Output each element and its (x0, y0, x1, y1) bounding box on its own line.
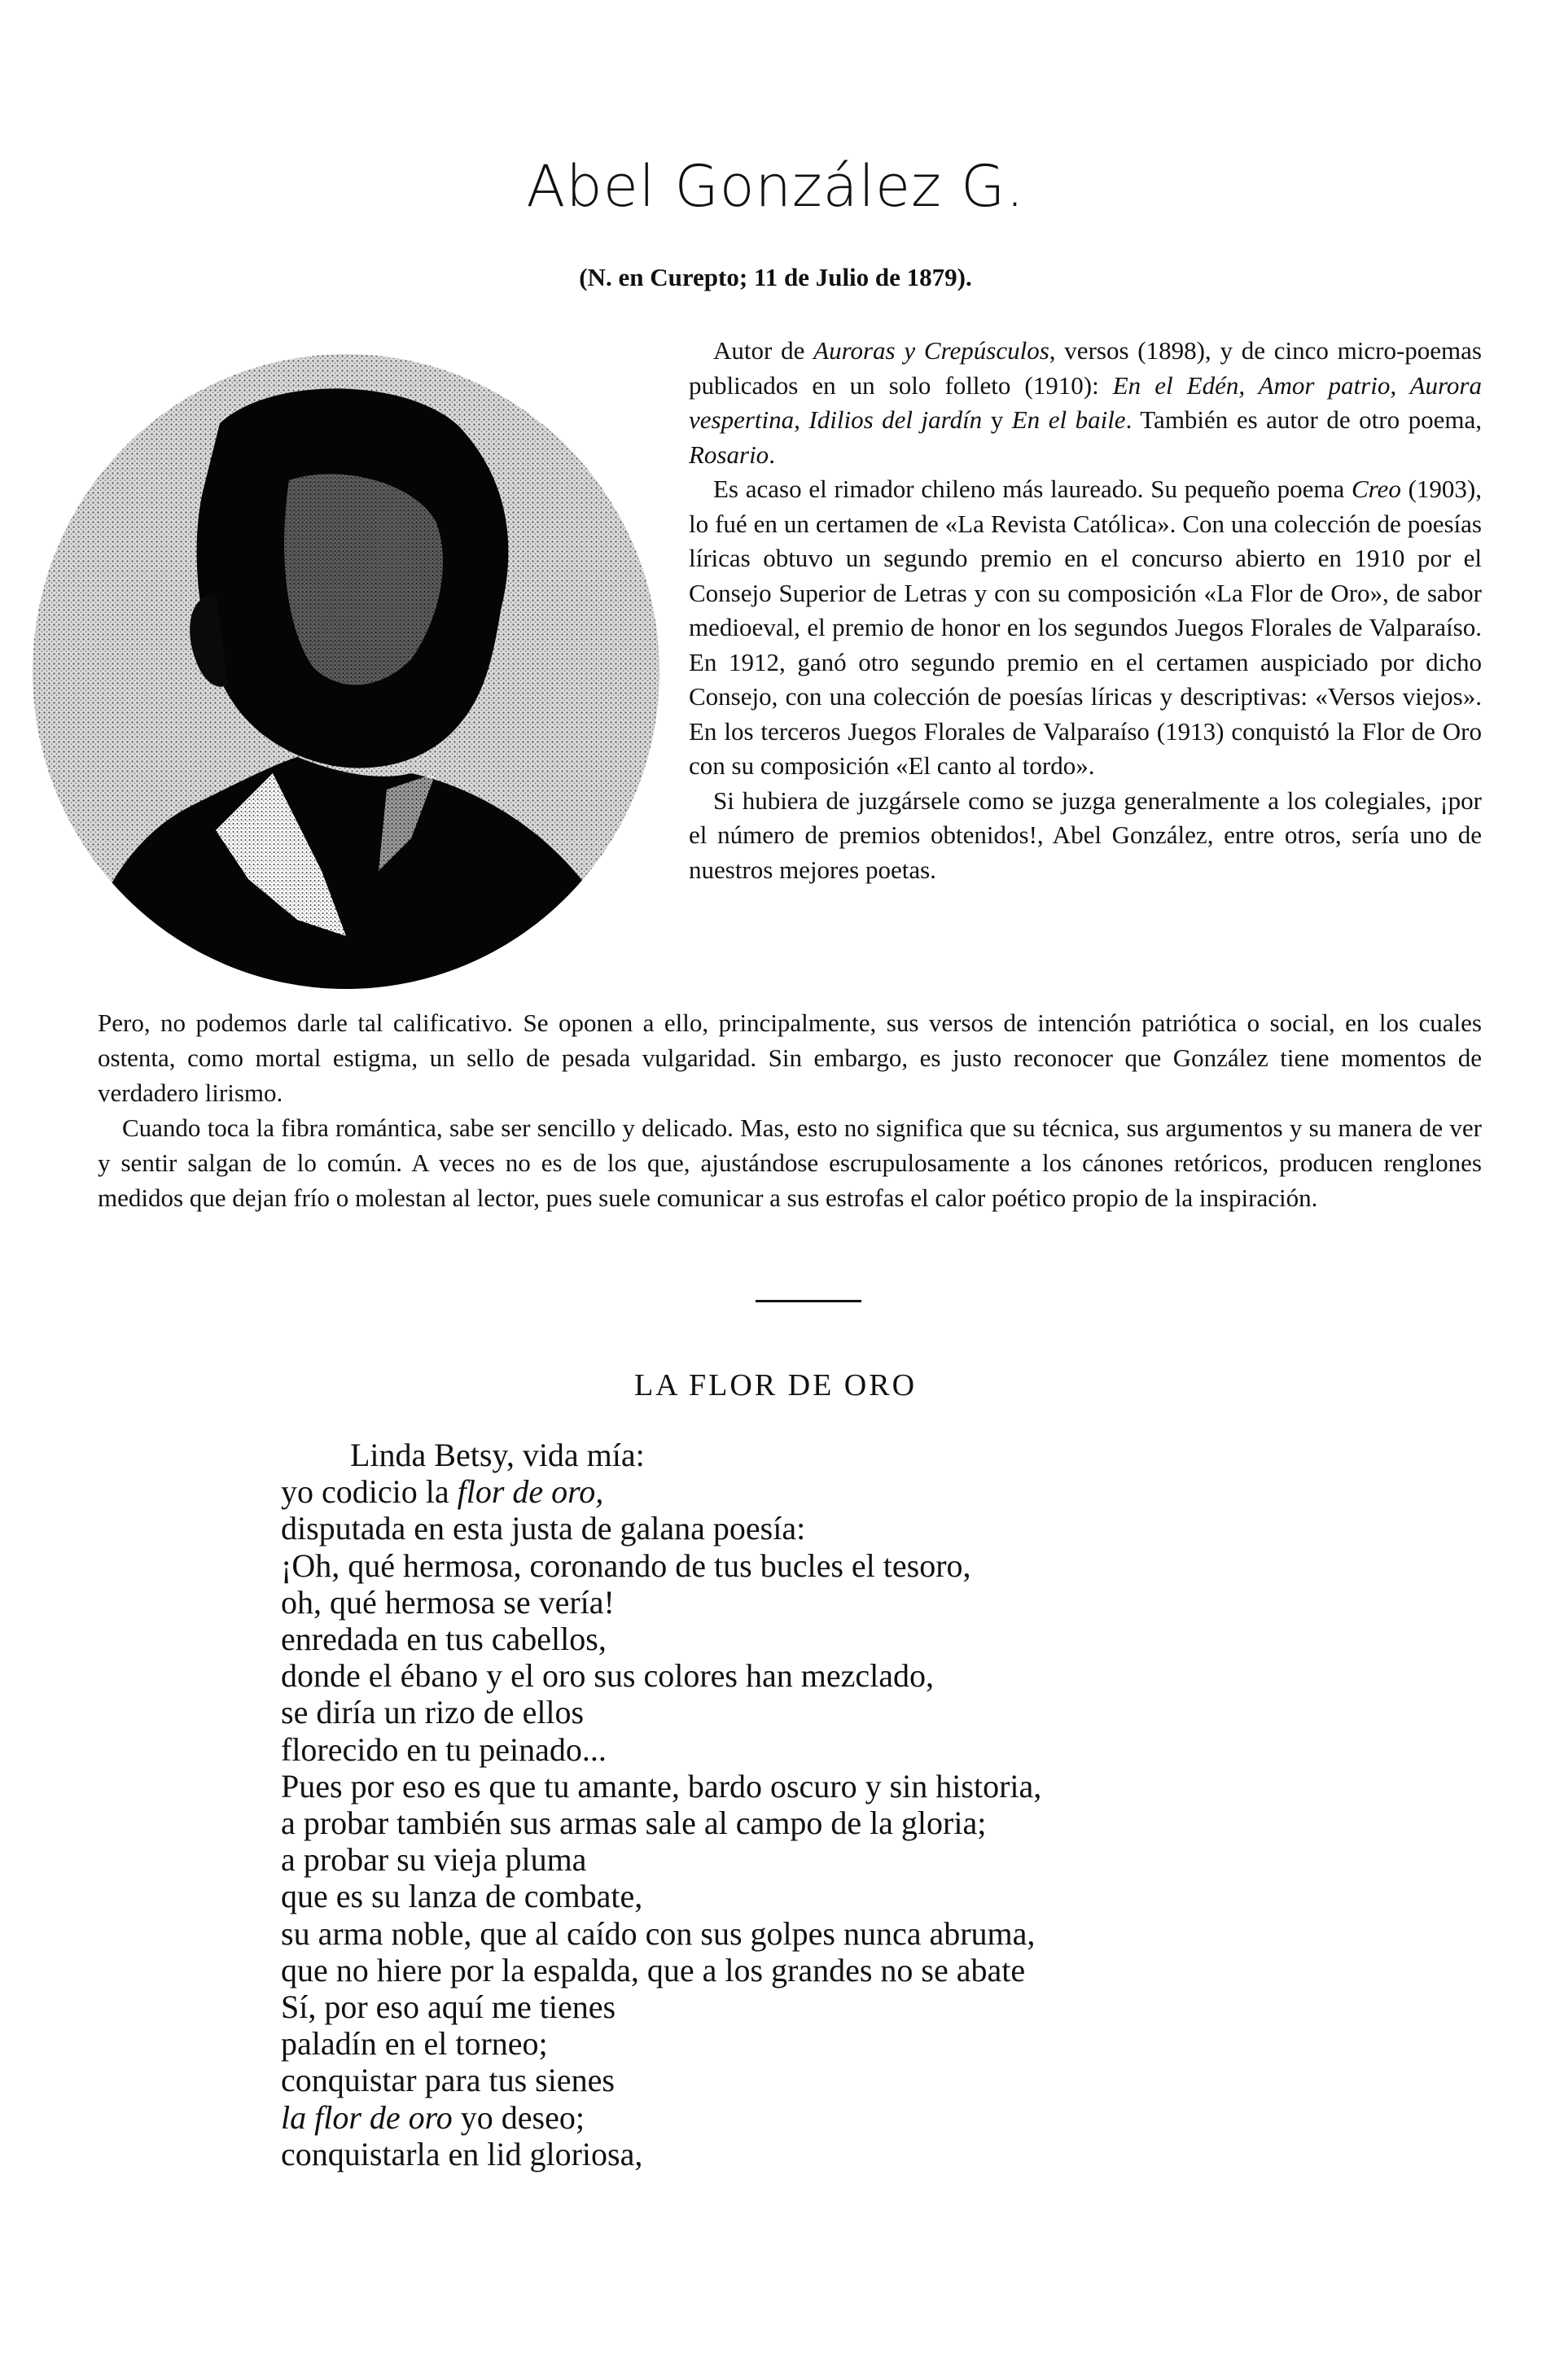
book-title: Auroras y Crepúsculos (813, 336, 1049, 365)
poem-titles: En el Edén, Amor patrio, Aurora vespertina, Idilios del jardín (689, 370, 1482, 434)
poem-line: que no hiere por la espalda, que a los grandes no se abate (281, 1951, 1026, 1988)
section-divider (756, 1300, 861, 1302)
bio-paragraph-3-cont: Pero, no podemos darle tal calificativo. Se oponen a ello, principalmente, sus versos de intención patriótica o social, en los cuales ostenta, como mortal estigma, un sello de pesada vulgaridad. Sin embargo, es justo reconocer que González tiene momentos de verdadero lirismo. (98, 1008, 1482, 1107)
poem-title-ref: Rosario (689, 440, 769, 469)
poem-line: se diría un rizo de ellos (281, 1694, 585, 1731)
page-title: Abel González G. (526, 153, 1025, 220)
bio-paragraph-2 (689, 472, 1482, 784)
text-span: flor de oro, (457, 1473, 604, 1511)
poem-body (281, 1437, 1502, 2172)
poem-title: LA FLOR DE ORO (633, 1368, 918, 1402)
text-span: . (769, 440, 775, 469)
poem-line: a probar también sus armas sale al campo de la gloria; (281, 1805, 987, 1842)
poem-line: enredada en tus cabellos, (281, 1621, 607, 1658)
poem-line: florecido en tu peinado... (281, 1730, 607, 1768)
poem-line: Pues por eso es que tu amante, bardo oscuro y sin historia, (281, 1767, 1042, 1805)
bio-paragraph-3-start: Si hubiera de juzgársele como se juzga generalmente a los colegiales, ¡por el número de premios obtenidos!, Abel González, entre otros, sería uno de nuestros mejores poetas. (689, 785, 1482, 884)
bio-side-column (689, 334, 1482, 887)
text-span: Es acaso el rimador chileno más laureado. Su pequeño poema (713, 475, 1352, 503)
portrait-image (28, 350, 664, 993)
text-span: y (982, 405, 1012, 434)
poem-title-ref: Creo (1351, 475, 1401, 503)
text-span: Autor de (713, 336, 814, 365)
text-span: , versos (1898), y de cinco micro-poemas publicados en un solo folleto (1910): (689, 336, 1482, 400)
poem-line: conquistarla en lid gloriosa, (281, 2135, 643, 2172)
poem-line: que es su lanza de combate, (281, 1878, 643, 1915)
bio-full-column (98, 1005, 1482, 1215)
poem-line: Sí, por eso aquí me tienes (281, 1988, 616, 2026)
text-span: (1903), lo fué en un certamen de «La Revista Católica». Con una colección de poesías líricas obtuvo un segundo premio en el concurso abierto en 1910 por el Consejo Superior de Letras y con su composición «La Flor de Oro», de sabor medioeval, el premio de honor en los segundos Juegos Florales de Valparaíso. En 1912, ganó otro segundo premio en el certamen auspiciado por dicho Consejo, con una colección de poesías líricas y descriptivas: «Versos viejos». En los terceros Juegos Florales de Valparaíso (1913) conquistó la Flor de Oro con su composición «El canto al tordo». (689, 475, 1482, 780)
poem-title-ref: En el baile (1011, 405, 1126, 434)
text-span: . También es autor de otro poema, (1125, 405, 1483, 434)
text-span: yo deseo; (452, 2098, 585, 2136)
bio-paragraph-4: Cuando toca la fibra romántica, sabe ser sencillo y delicado. Mas, esto no significa que su técnica, sus argumentos y su manera de ver y sentir salgan de lo común. A veces no es de los que, ajustándose escrupulosamente a los cánones retóricos, producen renglones medidos que dejan frío o molestan al lector, pues suele comunicar a sus estrofas el calor poético propio de la inspiración. (98, 1113, 1482, 1212)
poem-line: donde el ébano y el oro sus colores han mezclado, (281, 1657, 934, 1695)
poem-line: ¡Oh, qué hermosa, coronando de tus bucles el tesoro, (281, 1547, 971, 1584)
poem-line: Linda Betsy, vida mía: (350, 1437, 645, 1473)
poem-line: disputada en esta justa de galana poesía: (281, 1510, 806, 1547)
poem-line (281, 1473, 1502, 1510)
text-span: yo codicio la (281, 1473, 458, 1511)
poem-line: su arma noble, que al caído con sus golpes nunca abruma, (281, 1914, 1036, 1952)
poem-line: a probar su vieja pluma (281, 1841, 587, 1879)
birth-info: (N. en Curepto; 11 de Julio de 1879). (579, 263, 972, 291)
poem-line (281, 2099, 1502, 2136)
bio-paragraph-1 (689, 334, 1482, 472)
poem-line: paladín en el torneo; (281, 2025, 548, 2063)
text-span: la flor de oro (281, 2098, 453, 2136)
poem-line: oh, qué hermosa se vería! (281, 1583, 615, 1621)
poem-line: conquistar para tus sienes (281, 2062, 615, 2099)
